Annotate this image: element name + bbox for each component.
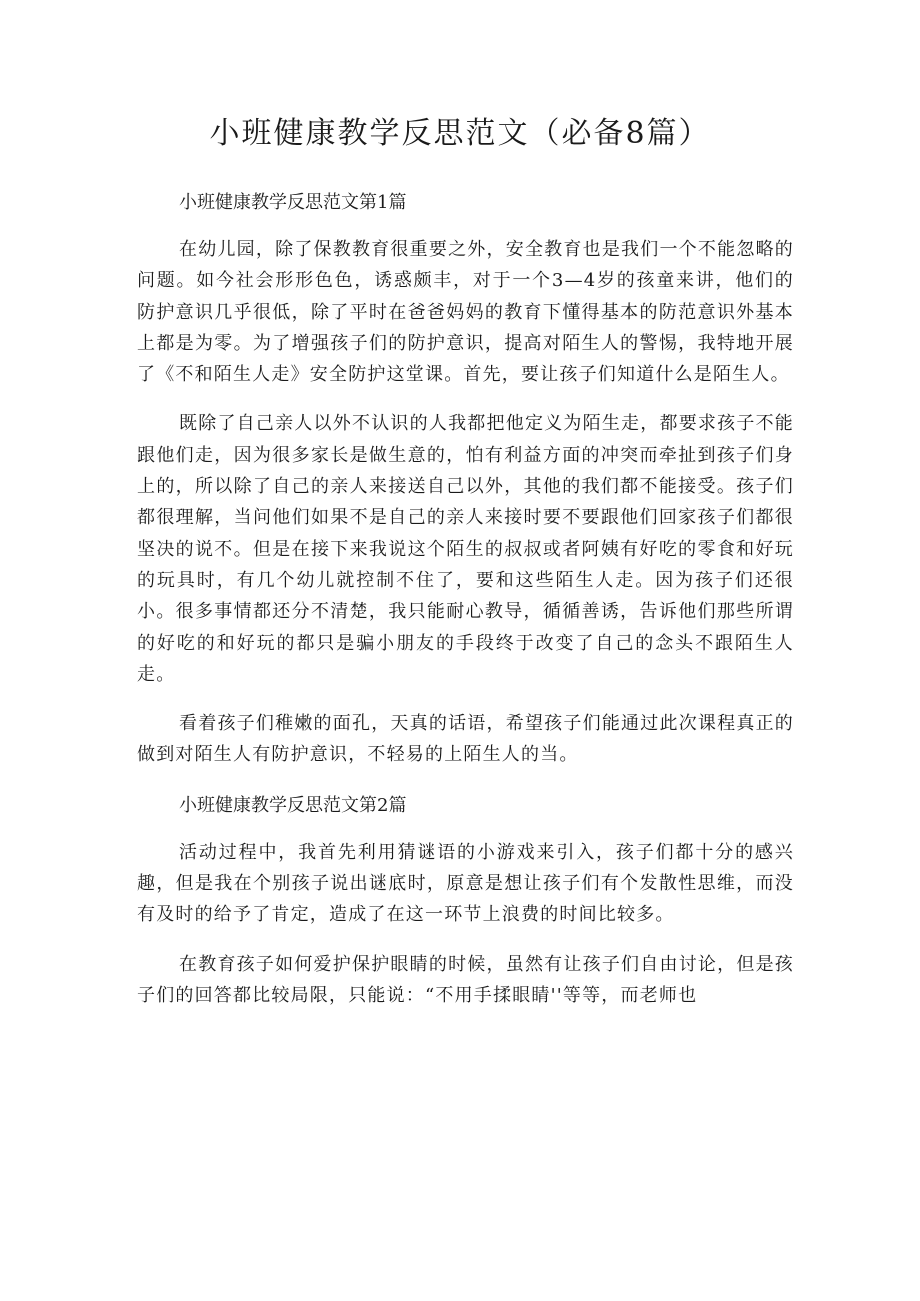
paragraph: 活动过程中，我首先利用猜谜语的小游戏来引入，孩子们都十分的感兴趣，但是我在个别孩子说出谜底时，原意是想让孩子们有个发散性思维，而没有及时的给予了肯定，造成了在这一环节上浪费的时间比较多。 — [137, 841, 794, 926]
paragraph: 既除了自己亲人以外不认识的人我都把他定义为陌生走，都要求孩子不能跟他们走，因为很多家长是做生意的，怕有利益方面的冲突而牵扯到孩子们身上的，所以除了自己的亲人来接送自己以外，其他的我们都不能接受。孩子们都很理解，当问他们如果不是自己的亲人来接时要不要跟他们回家孩子们都很坚决的说不。但是在接下来我说这个陌生的叔叔或者阿姨有好吃的零食和好玩的玩具时，有几个幼儿就控制不住了，要和这些陌生人走。因为孩子们还很小。很多事情都还分不清楚，我只能耐心教导，循循善诱，告诉他们那些所谓的好吃的和好玩的都只是骗小朋友的手段终于改变了自己的念头不跟陌生人走。 — [137, 413, 794, 685]
paragraph: 看着孩子们稚嫩的面孔，天真的话语，希望孩子们能通过此次课程真正的做到对陌生人有防护意识，不轻易的上陌生人的当。 — [137, 713, 794, 766]
document-body — [137, 186, 794, 1011]
document-title: 小班健康教学反思范文（必备8篇） — [209, 116, 711, 151]
paragraph: 在幼儿园，除了保教教育很重要之外，安全教育也是我们一个不能忽略的问题。如今社会形形色色，诱惑颇丰，对于一个3—4岁的孩童来讲，他们的防护意识几乎很低，除了平时在爸爸妈妈的教育下懂得基本的防范意识外基本上都是为零。为了增强孩子们的防护意识，提高对陌生人的警惕，我特地开展了《不和陌生人走》安全防护这堂课。首先，要让孩子们知道什么是陌生人。 — [137, 239, 794, 386]
section-heading: 小班健康教学反思范文第2篇 — [179, 794, 407, 816]
paragraph: 在教育孩子如何爱护保护眼睛的时候，虽然有让孩子们自由讨论，但是孩子们的回答都比较局限，只能说：“不用手揉眼睛''等等，而老师也 — [137, 953, 794, 1006]
section-heading: 小班健康教学反思范文第1篇 — [179, 192, 407, 213]
